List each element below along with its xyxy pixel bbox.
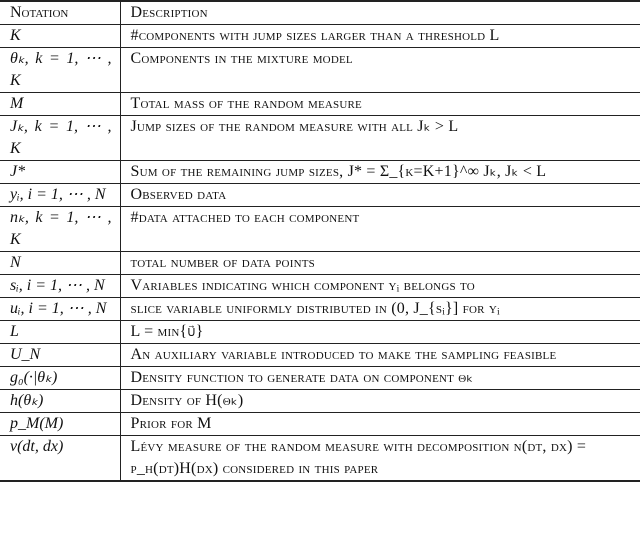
description-cell: Total mass of the random measure [120, 93, 640, 116]
notation-cell: U_N [0, 344, 120, 367]
notation-cell: p_M(M) [0, 413, 120, 436]
header-notation: Notation [0, 1, 120, 25]
description-cell: Components in the mixture model [120, 48, 640, 93]
notation-cell: h(θₖ) [0, 390, 120, 413]
description-cell: L = min{u⃗} [120, 321, 640, 344]
notation-cell: g₀(·|θₖ) [0, 367, 120, 390]
table-row [0, 25, 640, 48]
table-row [0, 344, 640, 367]
table-row [0, 413, 640, 436]
table-row [0, 321, 640, 344]
description-cell: total number of data points [120, 252, 640, 275]
notation-cell: M [0, 93, 120, 116]
table-row [0, 116, 640, 161]
description-cell: Variables indicating which component yᵢ belongs to [120, 275, 640, 298]
notation-cell: uᵢ, i = 1, ⋯ , N [0, 298, 120, 321]
table-row [0, 48, 640, 93]
notation-cell: L [0, 321, 120, 344]
description-cell: Prior for M [120, 413, 640, 436]
table-row [0, 93, 640, 116]
description-cell: #components with jump sizes larger than a threshold L [120, 25, 640, 48]
description-cell: An auxiliary variable introduced to make the sampling feasible [120, 344, 640, 367]
description-cell: Density of H(θₖ) [120, 390, 640, 413]
table-row [0, 275, 640, 298]
description-cell: #data attached to each component [120, 207, 640, 252]
notation-cell: Jₖ, k = 1, ⋯ , K [0, 116, 120, 161]
table-row [0, 390, 640, 413]
table-row [0, 436, 640, 482]
notation-cell: θₖ, k = 1, ⋯ , K [0, 48, 120, 93]
table-row [0, 298, 640, 321]
description-cell: slice variable uniformly distributed in (0, J_{sᵢ}] for yᵢ [120, 298, 640, 321]
notation-cell: yᵢ, i = 1, ⋯ , N [0, 184, 120, 207]
description-cell: Density function to generate data on component θₖ [120, 367, 640, 390]
notation-cell: J* [0, 161, 120, 184]
table-header [0, 1, 640, 25]
table-row [0, 367, 640, 390]
table-row [0, 184, 640, 207]
description-cell: Sum of the remaining jump sizes, J* = Σ_{k=K+1}^∞ Jₖ, Jₖ < L [120, 161, 640, 184]
description-cell: Jump sizes of the random measure with all Jₖ > L [120, 116, 640, 161]
table-row [0, 252, 640, 275]
header-description: Description [120, 1, 640, 25]
notation-cell: ν(dt, dx) [0, 436, 120, 482]
description-cell: Lévy measure of the random measure with decomposition ν(dt, dx) = ρ_η(dt)H(dx) considered in this paper [120, 436, 640, 482]
notation-cell: K [0, 25, 120, 48]
description-cell: Observed data [120, 184, 640, 207]
table-row [0, 161, 640, 184]
notation-cell: sᵢ, i = 1, ⋯ , N [0, 275, 120, 298]
notation-cell: N [0, 252, 120, 275]
notation-cell: nₖ, k = 1, ⋯ , K [0, 207, 120, 252]
table-row [0, 207, 640, 252]
